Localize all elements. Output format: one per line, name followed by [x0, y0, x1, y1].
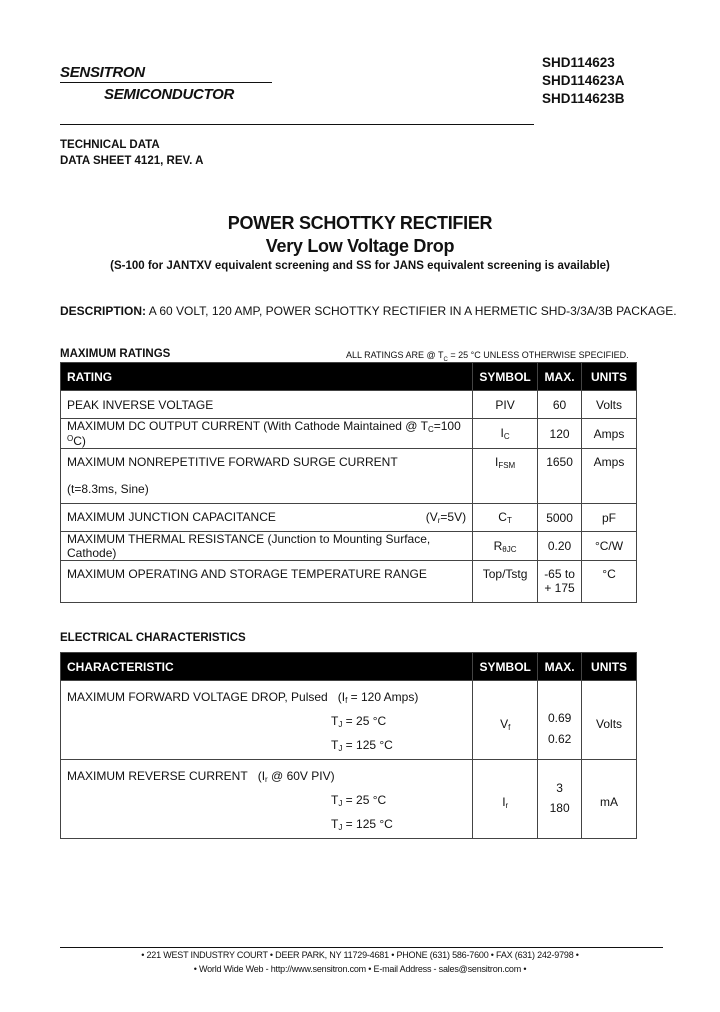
max-ratings-heading: MAXIMUM RATINGS: [60, 348, 171, 360]
rating-cell: MAXIMUM OPERATING AND STORAGE TEMPERATURE RANGE: [61, 561, 473, 603]
units-cell: Amps: [582, 449, 637, 504]
header-characteristic: CHARACTERISTIC: [61, 653, 473, 681]
temp-text: = 25 °C: [342, 714, 387, 728]
rating-cell: [61, 504, 473, 532]
rating-text: MAXIMUM NONREPETITIVE FORWARD SURGE CURRENT: [67, 455, 398, 469]
symbol-sub: θJC: [502, 544, 517, 554]
max-cell: 60: [538, 391, 582, 419]
symbol-text: I: [500, 426, 504, 440]
table-row: [61, 561, 637, 603]
note-text: = 25 °C UNLESS OTHERWISE SPECIFIED.: [447, 350, 629, 360]
temp-sub: J: [338, 744, 343, 753]
rating-cell: [61, 419, 473, 449]
units-cell: mA: [582, 760, 637, 839]
rating-cell: MAXIMUM THERMAL RESISTANCE (Junction to Mounting Surface, Cathode): [61, 532, 473, 561]
symbol-cell: [473, 449, 538, 504]
brand-name-line2: SEMICONDUCTOR: [104, 86, 234, 103]
max-text: 0.62: [547, 732, 572, 746]
max-text: 0.69: [547, 711, 572, 725]
symbol-text: R: [493, 538, 503, 553]
condition-text: =5V): [440, 510, 467, 524]
table-row: [61, 532, 637, 561]
header-rating: RATING: [61, 363, 473, 391]
condition-sub: r: [265, 775, 268, 784]
max-text: 3: [556, 781, 563, 795]
footer-contact: • World Wide Web - http://www.sensitron.com • E-mail Address - sales@sensitron.com •: [193, 964, 527, 974]
temp-text: T: [331, 817, 339, 831]
header-symbol: SYMBOL: [473, 653, 538, 681]
max-cell: 5000: [538, 504, 582, 532]
temp-text: T: [331, 738, 339, 752]
units-cell: Volts: [582, 391, 637, 419]
header-max: MAX.: [538, 653, 582, 681]
max-text: + 175: [544, 581, 575, 595]
symbol-sub: T: [506, 516, 512, 525]
header-max: MAX.: [538, 363, 582, 391]
header-units: UNITS: [582, 653, 637, 681]
max-cell: 1650: [538, 449, 582, 504]
condition-text: @ 60V PIV): [267, 769, 335, 783]
table-row: [61, 419, 637, 449]
temp-sub: J: [338, 799, 343, 808]
symbol-cell: [473, 419, 538, 449]
description-label: DESCRIPTION:: [60, 304, 147, 318]
ratings-note: [346, 350, 629, 363]
brand-underline: [60, 82, 272, 83]
rating-cell: PEAK INVERSE VOLTAGE: [61, 391, 473, 419]
characteristic-line: [67, 687, 472, 711]
table-row: [61, 504, 637, 532]
rating-sup: O: [67, 434, 74, 443]
description: [60, 304, 677, 318]
max-text: 180: [549, 801, 570, 815]
condition-text: (I: [257, 769, 266, 783]
max-ratings-table: [60, 362, 637, 603]
temp-condition: [67, 735, 472, 759]
condition-text: = 120 Amps): [347, 690, 419, 704]
condition-text: (V: [425, 510, 438, 524]
condition-sub: r: [437, 516, 441, 525]
symbol-cell: PIV: [473, 391, 538, 419]
table-row: [61, 391, 637, 419]
max-cell: 120: [538, 419, 582, 449]
temp-condition: [67, 814, 472, 838]
units-cell: °C/W: [582, 532, 637, 561]
footer-divider: [60, 947, 663, 948]
document-title: POWER SCHOTTKY RECTIFIER: [227, 213, 493, 233]
max-cell: [538, 681, 582, 760]
description-text: A 60 VOLT, 120 AMP, POWER SCHOTTKY RECTIFIER IN A HERMETIC SHD-3/3A/3B PACKAGE.: [146, 304, 677, 318]
max-cell: [538, 760, 582, 839]
max-cell: [538, 561, 582, 603]
max-cell: 0.20: [538, 532, 582, 561]
temp-text: = 125 °C: [342, 817, 393, 831]
symbol-sub: f: [508, 722, 511, 732]
note-sub: C: [443, 356, 448, 363]
note-text: ALL RATINGS ARE @ T: [346, 350, 444, 360]
rating-sub: C: [427, 425, 434, 434]
brand-name-line1: SENSITRON: [60, 64, 145, 81]
document-subtitle: Very Low Voltage Drop: [265, 236, 455, 256]
temp-condition: [67, 711, 472, 735]
symbol-text: I: [502, 794, 506, 809]
rating-text: (t=8.3ms, Sine): [67, 482, 149, 496]
table-row: [61, 449, 637, 504]
rating-cell: [61, 449, 473, 504]
technical-data-label: TECHNICAL DATA: [60, 139, 160, 151]
header-divider: [60, 124, 534, 125]
temp-text: T: [331, 714, 339, 728]
symbol-text: I: [494, 455, 499, 469]
symbol-text: C: [498, 510, 507, 524]
rating-text: =100: [433, 419, 461, 433]
symbol-sub: FSM: [498, 461, 516, 470]
part-numbers: [542, 54, 625, 108]
rating-text: MAXIMUM JUNCTION CAPACITANCE: [67, 510, 276, 524]
characteristic-line: [67, 766, 472, 790]
temp-condition: [67, 790, 472, 814]
characteristic-text: MAXIMUM REVERSE CURRENT: [67, 769, 248, 783]
part-number: SHD114623B: [542, 91, 625, 106]
datasheet-revision: DATA SHEET 4121, REV. A: [60, 155, 204, 167]
symbol-sub: C: [503, 432, 510, 441]
header-units: UNITS: [582, 363, 637, 391]
characteristic-cell: [61, 760, 473, 839]
characteristic-text: MAXIMUM FORWARD VOLTAGE DROP, Pulsed: [67, 690, 328, 704]
symbol-cell: Top/Tstg: [473, 561, 538, 603]
symbol-cell: [473, 681, 538, 760]
symbol-sub: r: [505, 800, 509, 810]
rating-text: C): [73, 434, 86, 448]
table-header-row: [61, 363, 637, 391]
max-text: -65 to: [544, 567, 575, 581]
footer-address: • 221 WEST INDUSTRY COURT • DEER PARK, NY 11729-4681 • PHONE (631) 586-7600 • FAX (631) 242-9798 •: [141, 950, 579, 960]
units-cell: Volts: [582, 681, 637, 760]
symbol-cell: [473, 532, 538, 561]
table-header-row: [61, 653, 637, 681]
units-cell: pF: [582, 504, 637, 532]
rating-condition: [426, 510, 466, 525]
units-cell: Amps: [582, 419, 637, 449]
temp-text: = 125 °C: [342, 738, 393, 752]
symbol-text: V: [500, 716, 509, 731]
electrical-table: [60, 652, 637, 839]
temp-sub: J: [338, 720, 343, 729]
characteristic-cell: [61, 681, 473, 760]
temp-text: = 25 °C: [342, 793, 387, 807]
condition-text: (I: [337, 690, 346, 704]
symbol-cell: [473, 760, 538, 839]
temp-sub: J: [338, 823, 343, 832]
table-row: [61, 681, 637, 760]
table-row: [61, 760, 637, 839]
condition-sub: f: [345, 696, 348, 705]
part-number: SHD114623: [542, 55, 615, 70]
symbol-cell: [473, 504, 538, 532]
electrical-heading: ELECTRICAL CHARACTERISTICS: [60, 632, 246, 644]
units-cell: °C: [582, 561, 637, 603]
temp-text: T: [331, 793, 339, 807]
header-symbol: SYMBOL: [473, 363, 538, 391]
rating-text: MAXIMUM DC OUTPUT CURRENT (With Cathode Maintained @ T: [67, 419, 428, 433]
screening-note: (S-100 for JANTXV equivalent screening and SS for JANS equivalent screening is available): [110, 260, 610, 272]
part-number: SHD114623A: [542, 73, 625, 88]
